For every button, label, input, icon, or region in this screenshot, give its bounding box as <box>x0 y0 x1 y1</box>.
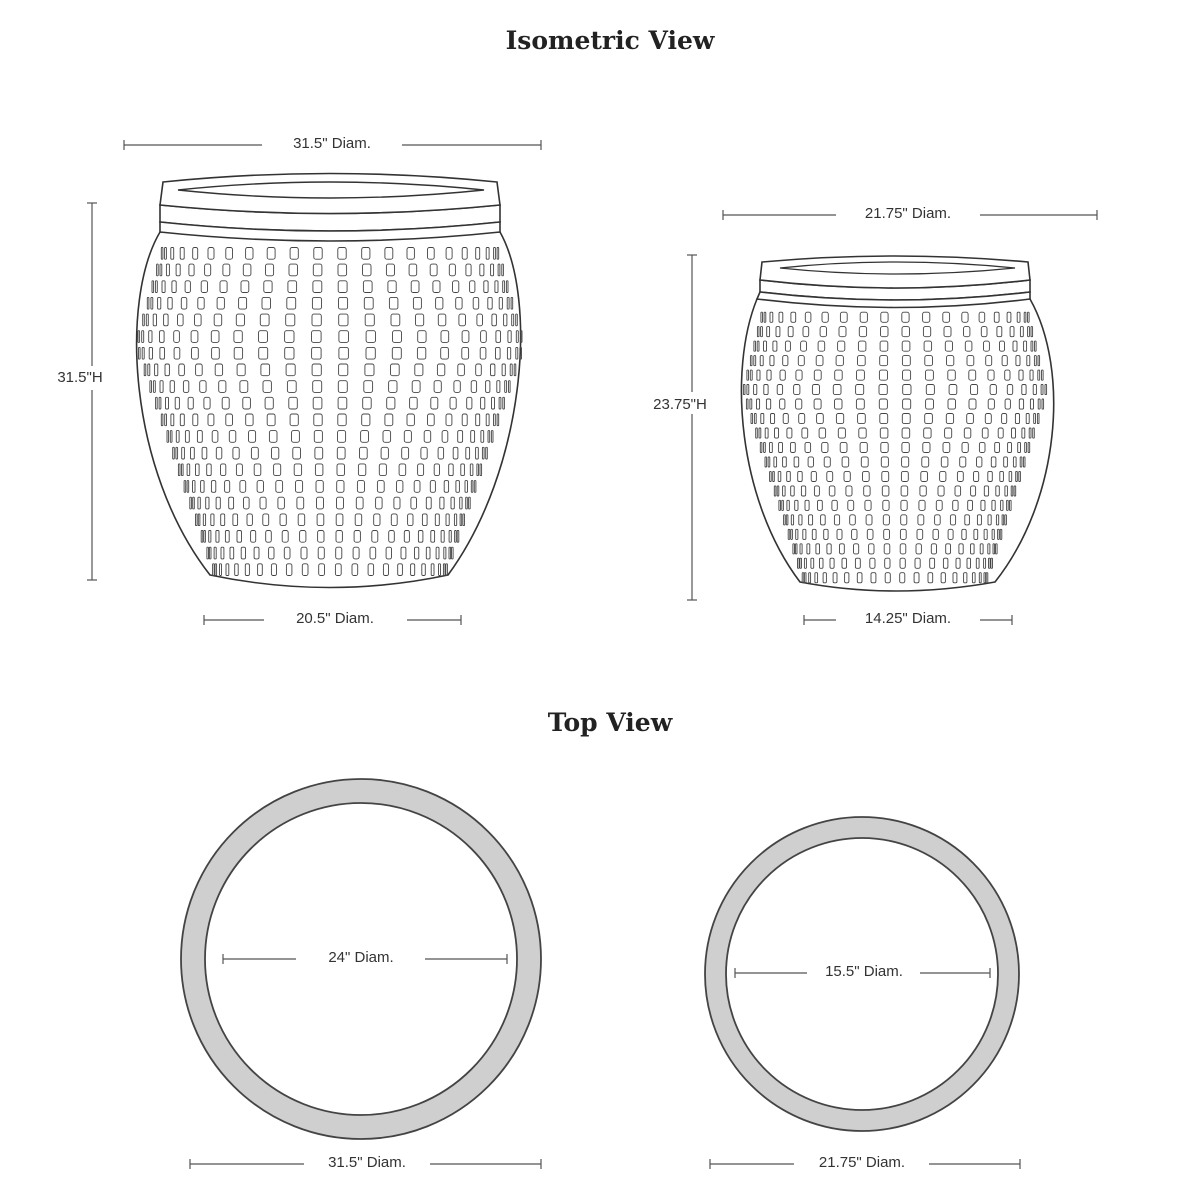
small-height-label: 23.75"H <box>653 396 707 413</box>
large-outer-diameter-dimension <box>190 1154 541 1171</box>
large-top-diameter-dimension <box>124 135 541 152</box>
large-height-dimension <box>57 203 102 580</box>
small-base-diameter-label: 14.25" Diam. <box>864 610 952 627</box>
small-base-diameter-dimension <box>804 610 1012 627</box>
large-planter <box>137 174 522 588</box>
large-inner-diameter-label: 24" Diam. <box>328 949 394 966</box>
small-top-diameter-dimension <box>723 205 1097 222</box>
small-planter-body <box>741 299 1053 591</box>
small-top-diameter-label: 21.75" Diam. <box>864 205 952 222</box>
large-height-label: 31.5"H <box>57 369 103 386</box>
large-planter-body <box>137 232 521 588</box>
small-height-dimension <box>653 255 707 600</box>
large-base-diameter-label: 20.5" Diam. <box>296 610 374 627</box>
isometric-view-title: Isometric View <box>505 26 715 55</box>
small-inner-diameter-label: 15.5" Diam. <box>825 963 903 980</box>
large-outer-diameter-label: 31.5" Diam. <box>328 1154 406 1171</box>
large-top-diameter-label: 31.5" Diam. <box>293 135 371 152</box>
top-view-title: Top View <box>547 708 673 737</box>
large-base-diameter-dimension <box>204 610 461 627</box>
small-planter <box>741 256 1053 591</box>
small-outer-diameter-dimension <box>710 1154 1020 1171</box>
small-outer-diameter-label: 21.75" Diam. <box>818 1154 906 1171</box>
small-planter-rim-top <box>760 256 1030 288</box>
